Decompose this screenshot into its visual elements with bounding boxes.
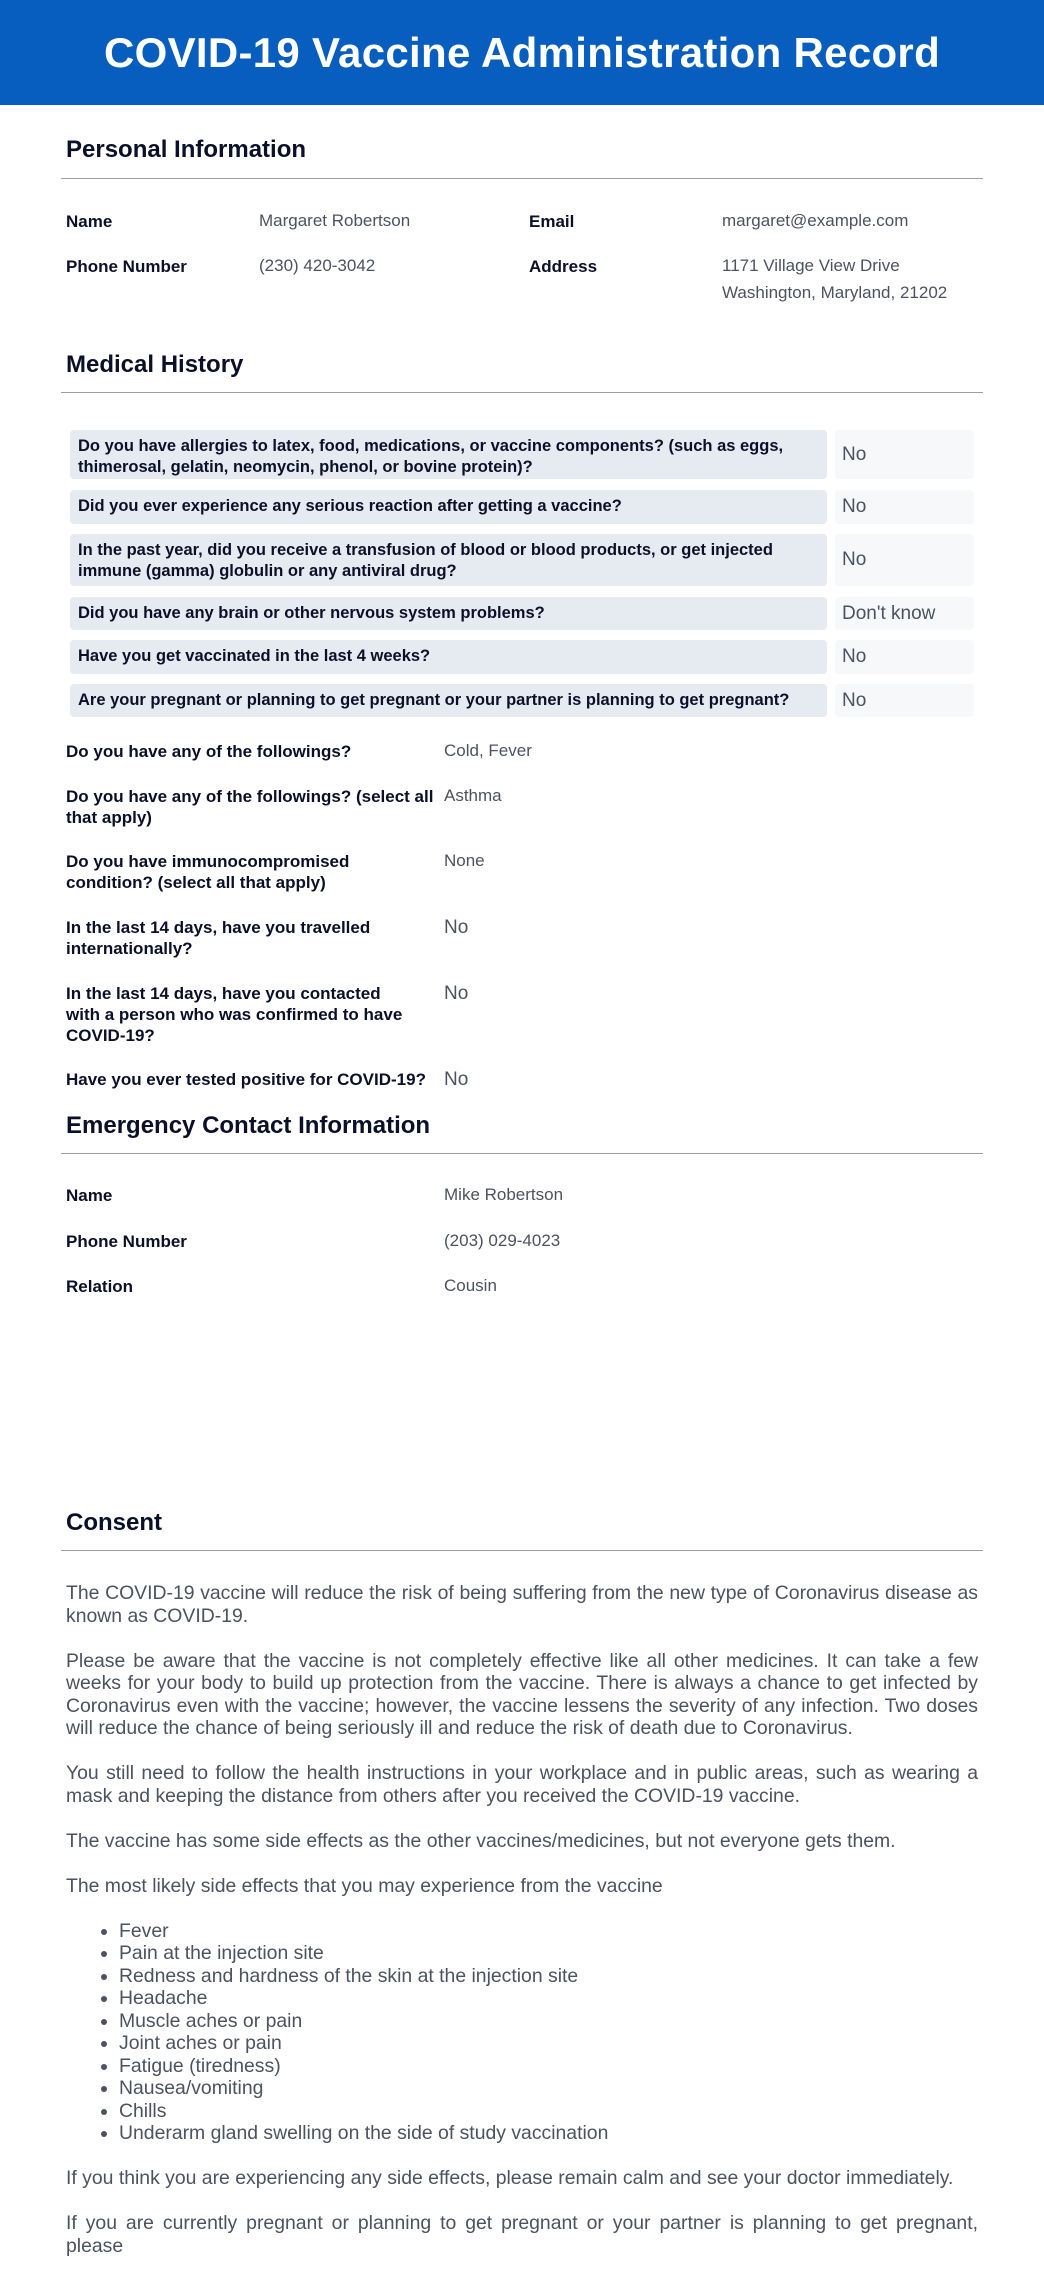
medical-answer: No — [835, 534, 974, 586]
consent-paragraph: The most likely side effects that you may experience from the vaccine — [66, 1874, 663, 1897]
address-value — [722, 252, 947, 306]
consent-paragraph: The vaccine has some side effects as the other vaccines/medicines, but not everyone gets them. — [66, 1829, 896, 1852]
consent-paragraph: If you are currently pregnant or planning to get pregnant or your partner is planning to get pregnant, please — [66, 2212, 978, 2257]
address-line-1: 1171 Village View Drive — [722, 256, 900, 275]
page-title: COVID-19 Vaccine Administration Record — [103, 28, 941, 76]
side-effect-item: • Pain at the injection site — [119, 1942, 978, 1965]
medical-field-value: No — [444, 917, 469, 938]
side-effect-item: • Joint aches or pain — [119, 2032, 978, 2055]
consent-heading: Consent — [66, 1509, 162, 1536]
medical-field-label: In the last 14 days, have you travelled internationally? — [66, 918, 371, 958]
side-effects-list — [66, 1920, 978, 2145]
medical-field-value: None — [444, 851, 485, 870]
medical-answer: No — [835, 430, 974, 479]
side-effect-item: • Fever — [119, 1920, 978, 1943]
medical-field-value: No — [444, 1069, 469, 1090]
emergency-phone-value: (203) 029-4023 — [444, 1231, 561, 1250]
medical-question: In the past year, did you receive a transfusion of blood or blood products, or get injected immune (gamma) globulin or any antiviral drug? — [70, 534, 827, 586]
emergency-name-value: Mike Robertson — [444, 1185, 564, 1204]
emergency-contact-divider — [61, 1153, 983, 1154]
medical-answer: No — [835, 640, 974, 674]
email-value: margaret@example.com — [722, 211, 909, 230]
consent-paragraph: You still need to follow the health instructions in your workplace and in public areas, such as wearing a mask and keeping the distance from others after you received the COVID-19 vaccine. — [66, 1762, 978, 1807]
page-header — [0, 0, 1044, 105]
side-effect-item: • Underarm gland swelling on the side of study vaccination — [119, 2122, 978, 2145]
side-effect-item: • Headache — [119, 1987, 978, 2010]
medical-answer: No — [835, 490, 974, 524]
medical-history-divider — [61, 392, 983, 393]
consent-divider — [61, 1550, 983, 1551]
name-value: Margaret Robertson — [259, 211, 411, 230]
emergency-relation-value: Cousin — [444, 1276, 497, 1295]
side-effect-item: • Fatigue (tiredness) — [119, 2055, 978, 2078]
medical-question: Did you have any brain or other nervous system problems? — [70, 597, 827, 630]
consent-paragraph: If you think you are experiencing any side effects, please remain calm and see your doctor immediately. — [66, 2167, 954, 2189]
medical-question: Have you get vaccinated in the last 4 weeks? — [70, 640, 827, 674]
medical-answer: No — [835, 684, 974, 717]
medical-field-label: Do you have immunocompromised condition? (select all that apply) — [66, 852, 350, 892]
consent-paragraph: Please be aware that the vaccine is not completely effective like all other medicines. It can take a few weeks for your body to build up protection from the vaccine. There is always a chance to get infected by Coronavirus even with the vaccine; however, the vaccine lessens the severity of any infection. Two doses will reduce the chance of being seriously ill and reduce the risk of death due to Coronavirus. — [66, 1649, 978, 1739]
medical-answer: Don't know — [835, 597, 974, 630]
email-label: Email — [529, 212, 575, 231]
medical-field-label: In the last 14 days, have you contacted with a person who was confirmed to have COVID-19? — [66, 984, 403, 1045]
medical-question: Did you ever experience any serious reaction after getting a vaccine? — [70, 490, 827, 524]
name-label: Name — [66, 212, 113, 231]
medical-field-value: Asthma — [444, 786, 502, 805]
consent-body — [66, 1582, 978, 2280]
medical-field-label: Do you have any of the followings? (select all that apply) — [66, 787, 434, 827]
emergency-contact-heading: Emergency Contact Information — [66, 1112, 431, 1139]
medical-question: Do you have allergies to latex, food, medications, or vaccine components? (such as eggs, thimerosal, gelatin, neomycin, phenol, or bovine protein)? — [70, 430, 827, 479]
medical-question: Are your pregnant or planning to get pregnant or your partner is planning to get pregnant? — [70, 684, 827, 717]
personal-info-divider — [61, 178, 983, 179]
side-effect-item: • Muscle aches or pain — [119, 2010, 978, 2033]
address-label: Address — [529, 257, 598, 276]
emergency-relation-label: Relation — [66, 1277, 134, 1296]
address-line-2: Washington, Maryland, 21202 — [722, 283, 948, 302]
personal-info-heading: Personal Information — [66, 136, 307, 163]
phone-label: Phone Number — [66, 257, 187, 276]
emergency-name-label: Name — [66, 1186, 113, 1205]
medical-history-heading: Medical History — [66, 351, 244, 378]
consent-paragraph: The COVID-19 vaccine will reduce the risk of being suffering from the new type of Coronavirus disease as known as COVID-19. — [66, 1582, 978, 1627]
phone-value: (230) 420-3042 — [259, 256, 376, 275]
medical-field-label: Do you have any of the followings? — [66, 742, 352, 761]
side-effect-item: • Nausea/vomiting — [119, 2077, 978, 2100]
medical-field-value: Cold, Fever — [444, 741, 532, 760]
side-effect-item: • Redness and hardness of the skin at the injection site — [119, 1965, 978, 1988]
medical-field-value: No — [444, 983, 469, 1004]
emergency-phone-label: Phone Number — [66, 1232, 187, 1251]
medical-field-label: Have you ever tested positive for COVID-19? — [66, 1070, 426, 1089]
side-effect-item: • Chills — [119, 2100, 978, 2123]
